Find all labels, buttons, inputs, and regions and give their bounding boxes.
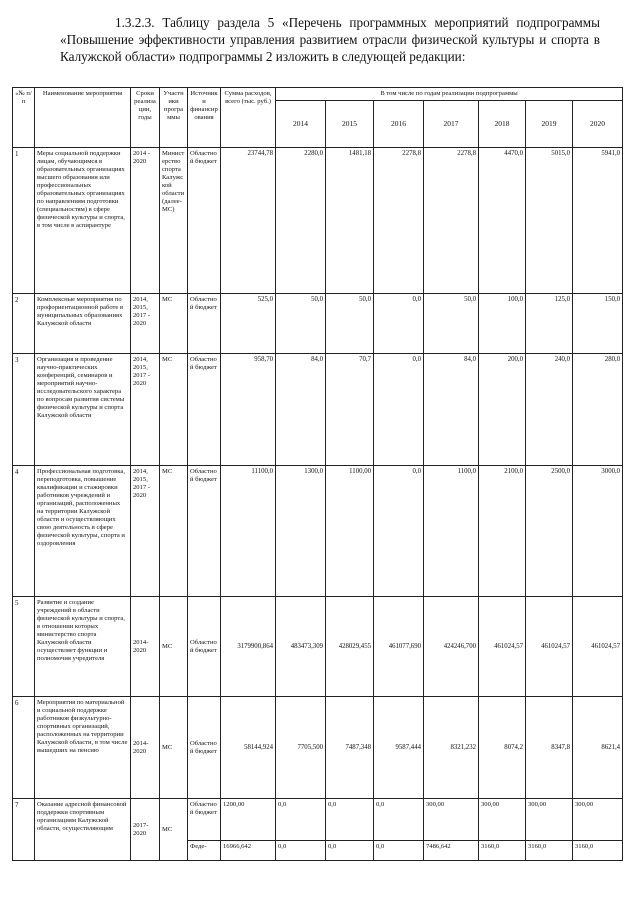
row-source: Областной бюджет xyxy=(188,466,221,597)
row-value: 0,0 xyxy=(326,799,374,841)
table-header-row xyxy=(13,88,623,101)
row-value: 2280,0 xyxy=(276,148,326,294)
row-value: 300,00 xyxy=(573,799,623,841)
row-value: 8621,4 xyxy=(573,697,623,799)
row-value: 125,0 xyxy=(526,294,573,354)
row-value: 0,0 xyxy=(374,354,424,466)
header-years-group: В том числе по годам реализации подпрограммы xyxy=(276,88,623,101)
row-value: 7705,500 xyxy=(276,697,326,799)
row-value: 3000,0 xyxy=(573,466,623,597)
row-participant: МС xyxy=(160,799,188,861)
table-row xyxy=(13,148,623,294)
row-sum: 958,70 xyxy=(221,354,276,466)
row-value: 3160,0 xyxy=(573,841,623,861)
row-value: 5015,0 xyxy=(526,148,573,294)
row-name: Меры социальной поддержки лицам, обучающимся в образовательных организациях высшего образования или профессиональных образовательных организациях по направлениям подготовки (специальностям) в сфере физической культуры и спорта, в том числе в аспирантуре xyxy=(35,148,131,294)
row-value: 3160,0 xyxy=(526,841,573,861)
row-value: 150,0 xyxy=(573,294,623,354)
row-value: 461077,690 xyxy=(374,597,424,697)
row-value: 8074,2 xyxy=(479,697,526,799)
row-source: Областной бюджет xyxy=(188,697,221,799)
row-num: 6 xyxy=(13,697,35,799)
row-term: 2014- 2020 xyxy=(131,597,160,697)
row-value: 0,0 xyxy=(276,841,326,861)
row-value: 3160,0 xyxy=(479,841,526,861)
row-value: 70,7 xyxy=(326,354,374,466)
row-participant: МС xyxy=(160,354,188,466)
row-participant: МС xyxy=(160,294,188,354)
row-name: Организация и проведение научно-практических конференций, семинаров и мероприятий научно-исследовательского характера по вопросам развития системы физической культуры и спорта Калужской области xyxy=(35,354,131,466)
row-value: 280,0 xyxy=(573,354,623,466)
row-name: Оказание адресной финансовой поддержки спортивным организациям Калужской области, осуществляющим xyxy=(35,799,131,861)
table-row xyxy=(13,697,623,799)
row-value: 200,0 xyxy=(479,354,526,466)
table-row xyxy=(13,354,623,466)
row-sum: 525,0 xyxy=(221,294,276,354)
row-term: 2014 - 2020 xyxy=(131,148,160,294)
row-value: 0,0 xyxy=(374,841,424,861)
row-num: 2 xyxy=(13,294,35,354)
row-value: 0,0 xyxy=(276,799,326,841)
header-year: 2020 xyxy=(573,101,623,148)
row-term: 2014, 2015, 2017 - 2020 xyxy=(131,294,160,354)
row-source: Областной бюджет xyxy=(188,597,221,697)
header-year: 2015 xyxy=(326,101,374,148)
row-value: 461024,57 xyxy=(573,597,623,697)
row-value: 5941,0 xyxy=(573,148,623,294)
table-row xyxy=(13,597,623,697)
row-participant: МС xyxy=(160,597,188,697)
header-year: 2014 xyxy=(276,101,326,148)
row-source: Феде- xyxy=(188,841,221,861)
row-value: 4470,0 xyxy=(479,148,526,294)
header-term: Сроки реализации, годы xyxy=(131,88,160,148)
header-year: 2016 xyxy=(374,101,424,148)
row-value: 483473,309 xyxy=(276,597,326,697)
header-year: 2018 xyxy=(479,101,526,148)
row-value: 1100,0 xyxy=(424,466,479,597)
row-source: Областной бюджет xyxy=(188,294,221,354)
row-source: Областной бюджет xyxy=(188,799,221,841)
row-value: 300,00 xyxy=(479,799,526,841)
row-value: 1300,0 xyxy=(276,466,326,597)
row-term: 2014, 2015, 2017 - 2020 xyxy=(131,354,160,466)
row-participant: МС xyxy=(160,466,188,597)
row-num: 7 xyxy=(13,799,35,861)
row-value: 2100,0 xyxy=(479,466,526,597)
row-num: 4 xyxy=(13,466,35,597)
header-year: 2019 xyxy=(526,101,573,148)
row-participant: МС xyxy=(160,697,188,799)
row-value: 300,00 xyxy=(526,799,573,841)
row-value: 0,0 xyxy=(326,841,374,861)
row-value: 0,0 xyxy=(374,466,424,597)
table-row xyxy=(13,466,623,597)
row-value: 461024,57 xyxy=(526,597,573,697)
row-term: 2017- 2020 xyxy=(131,799,160,861)
row-value: 2278,8 xyxy=(424,148,479,294)
heading-text: 1.3.2.3. Таблицу раздела 5 «Перечень программных мероприятий подпрограммы «Повышение эффективности управления развитием отрасли физической культуры и спорта в Калужской области» подпрограммы 2 изложить в следующей редакции: xyxy=(60,15,600,64)
row-name: Мероприятия по материальной и социальной поддержке работников физкультурно-спортивных организаций, расположенных на территории Калужской области, в том числе вышедших на пенсию xyxy=(35,697,131,799)
header-name: Наименование мероприятия xyxy=(35,88,131,148)
row-value: 50,0 xyxy=(276,294,326,354)
row-value: 8321,232 xyxy=(424,697,479,799)
table-row xyxy=(13,799,623,841)
row-sum: 58144,924 xyxy=(221,697,276,799)
row-value: 84,0 xyxy=(424,354,479,466)
row-value: 0,0 xyxy=(374,799,424,841)
row-value: 7487,348 xyxy=(326,697,374,799)
row-value: 424246,700 xyxy=(424,597,479,697)
row-value: 1481,18 xyxy=(326,148,374,294)
row-value: 100,0 xyxy=(479,294,526,354)
header-sum: Сумма расходов, всего (тыс. руб.) xyxy=(221,88,276,148)
row-value: 240,0 xyxy=(526,354,573,466)
row-sum: 23744,78 xyxy=(221,148,276,294)
row-name: Комплексные мероприятия по профориентационной работе в муниципальных образованиях Калужской области xyxy=(35,294,131,354)
document-heading xyxy=(60,14,600,65)
row-sum: 1200,00 xyxy=(221,799,276,841)
row-value: 84,0 xyxy=(276,354,326,466)
row-num: 1 xyxy=(13,148,35,294)
row-value: 1100,00 xyxy=(326,466,374,597)
row-value: 300,00 xyxy=(424,799,479,841)
row-value: 428029,455 xyxy=(326,597,374,697)
row-value: 9587,444 xyxy=(374,697,424,799)
row-sum: 11100,0 xyxy=(221,466,276,597)
header-num: «№ п/п xyxy=(13,88,35,148)
row-value: 2278,8 xyxy=(374,148,424,294)
row-source: Областной бюджет xyxy=(188,148,221,294)
table-row xyxy=(13,294,623,354)
row-sum: 3179900,864 xyxy=(221,597,276,697)
header-year: 2017 xyxy=(424,101,479,148)
row-value: 50,0 xyxy=(326,294,374,354)
row-name: Развитие и создание учреждений в области физической культуры и спорта, в отношении которых министерство спорта Калужской области осуществляет функции и полномочия учредителя xyxy=(35,597,131,697)
row-term: 2014, 2015, 2017 - 2020 xyxy=(131,466,160,597)
row-term: 2014- 2020 xyxy=(131,697,160,799)
row-value: 7486,642 xyxy=(424,841,479,861)
row-value: 2500,0 xyxy=(526,466,573,597)
row-value: 50,0 xyxy=(424,294,479,354)
row-participant: Министерство спорта Калужской области (далее-МС) xyxy=(160,148,188,294)
row-value: 461024,57 xyxy=(479,597,526,697)
header-participant: Участники программы xyxy=(160,88,188,148)
row-value: 0,0 xyxy=(374,294,424,354)
row-source: Областной бюджет xyxy=(188,354,221,466)
row-value: 8347,8 xyxy=(526,697,573,799)
header-source: Источники финансирования xyxy=(188,88,221,148)
row-name: Профессиональная подготовка, переподготовка, повышение квалификации и стажировки работников учреждений и организаций, расположенных на территории Калужской области и осуществляющих свою деятельность в сфере физической культуры, спорта и оздоровления xyxy=(35,466,131,597)
row-num: 3 xyxy=(13,354,35,466)
row-sum: 16966,642 xyxy=(221,841,276,861)
row-num: 5 xyxy=(13,597,35,697)
program-activities-table xyxy=(12,87,623,861)
